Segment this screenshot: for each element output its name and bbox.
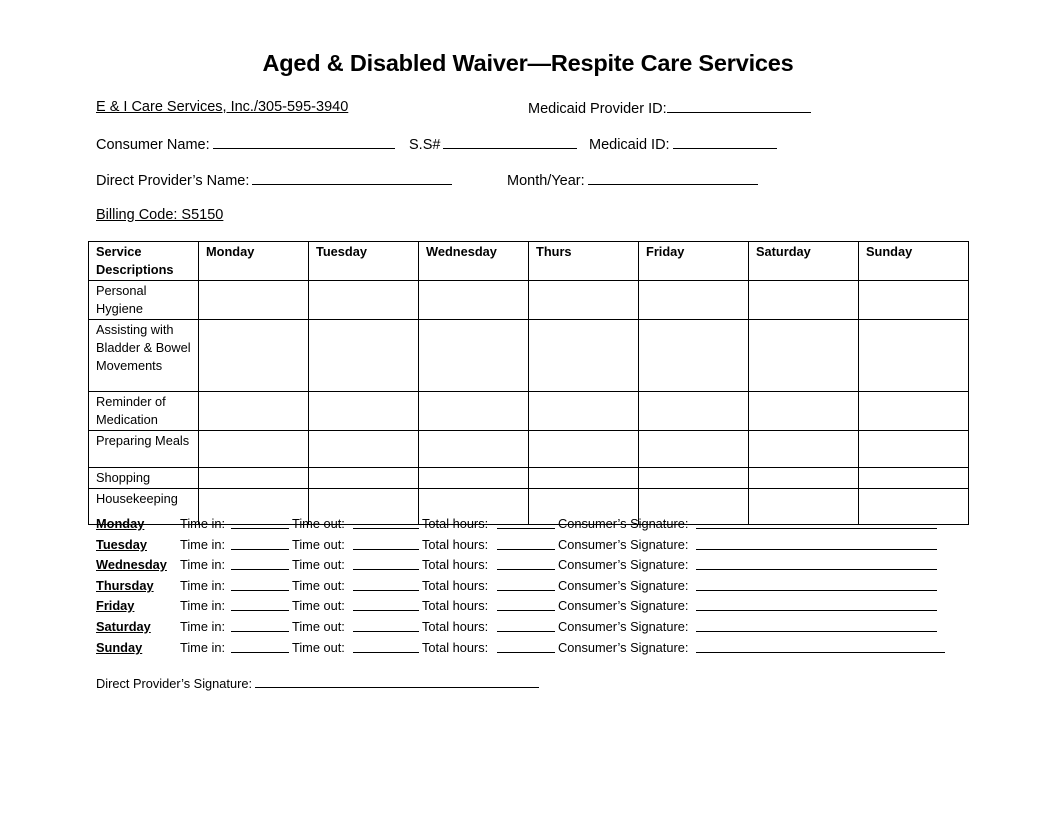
total-hours-field-tuesday[interactable] [497,537,555,550]
consumer-signature-label: Consumer’s Signature: [558,557,689,572]
total-hours-label: Total hours: [422,598,489,613]
total-hours-label: Total hours: [422,537,489,552]
cell-shopping-wednesday[interactable] [419,468,529,489]
cell-bladder-bowel-friday[interactable] [639,320,749,392]
total-hours-label: Total hours: [422,557,489,572]
time-out-field-tuesday[interactable] [353,537,419,550]
consumer-signature-label: Consumer’s Signature: [558,516,689,531]
consumer-signature-field-sunday[interactable] [696,640,945,653]
total-hours-field-friday[interactable] [497,598,555,611]
month-year-field[interactable] [588,171,758,185]
header-monday: Monday [199,242,309,281]
time-out-label: Time out: [292,557,345,572]
cell-shopping-thursday[interactable] [529,468,639,489]
total-hours-field-sunday[interactable] [497,640,555,653]
medicaid-id-field[interactable] [673,135,777,149]
time-in-field-tuesday[interactable] [231,537,289,550]
consumer-signature-label: Consumer’s Signature: [558,578,689,593]
time-out-field-friday[interactable] [353,598,419,611]
table-row [89,320,969,392]
cell-personal-hygiene-friday[interactable] [639,281,749,320]
direct-provider-signature-label: Direct Provider’s Signature: [96,676,252,691]
time-in-field-friday[interactable] [231,598,289,611]
consumer-signature-field-tuesday[interactable] [696,537,937,550]
consumer-signature-label: Consumer’s Signature: [558,598,689,613]
header-thursday: Thurs [529,242,639,281]
time-in-field-wednesday[interactable] [231,557,289,570]
cell-bladder-bowel-thursday[interactable] [529,320,639,392]
consumer-signature-label: Consumer’s Signature: [558,619,689,634]
cell-personal-hygiene-sunday[interactable] [859,281,969,320]
company-info: E & I Care Services, Inc./305-595-3940 [96,99,349,115]
time-out-field-sunday[interactable] [353,640,419,653]
medicaid-id-row [589,135,777,153]
time-in-label: Time in: [180,640,226,655]
time-out-label: Time out: [292,640,345,655]
cell-medication-friday[interactable] [639,392,749,431]
total-hours-label: Total hours: [422,619,489,634]
time-out-field-thursday[interactable] [353,578,419,591]
day-name-tuesday: Tuesday [96,537,147,552]
consumer-name-row [96,135,395,153]
cell-shopping-monday[interactable] [199,468,309,489]
month-year-row [507,171,758,189]
service-housekeeping: Housekeeping [89,489,199,525]
total-hours-field-monday[interactable] [497,516,555,529]
time-out-field-monday[interactable] [353,516,419,529]
header-wednesday: Wednesday [419,242,529,281]
time-in-label: Time in: [180,619,226,634]
consumer-signature-field-monday[interactable] [696,516,937,529]
direct-provider-name-row [96,171,452,189]
time-in-label: Time in: [180,516,226,531]
cell-meals-sunday[interactable] [859,431,969,468]
cell-bladder-bowel-tuesday[interactable] [309,320,419,392]
header-friday: Friday [639,242,749,281]
direct-provider-signature-field[interactable] [255,675,539,688]
header-saturday: Saturday [749,242,859,281]
consumer-signature-field-wednesday[interactable] [696,557,937,570]
consumer-signature-label: Consumer’s Signature: [558,537,689,552]
total-hours-label: Total hours: [422,516,489,531]
time-out-label: Time out: [292,578,345,593]
time-in-field-monday[interactable] [231,516,289,529]
form-title: Aged & Disabled Waiver—Respite Care Services [262,50,794,76]
header-service-descriptions: Service Descriptions [89,242,199,281]
service-preparing-meals: Preparing Meals [89,431,199,468]
cell-medication-tuesday[interactable] [309,392,419,431]
time-in-field-sunday[interactable] [231,640,289,653]
time-out-label: Time out: [292,537,345,552]
cell-medication-thursday[interactable] [529,392,639,431]
time-in-field-saturday[interactable] [231,619,289,632]
cell-shopping-sunday[interactable] [859,468,969,489]
medicaid-provider-id-field[interactable] [667,99,811,113]
day-name-monday: Monday [96,516,145,531]
service-bladder-bowel: Assisting with Bladder & Bowel Movements [89,320,199,392]
medicaid-provider-id-label: Medicaid Provider ID: [528,101,667,117]
month-year-label: Month/Year: [507,173,585,189]
cell-medication-sunday[interactable] [859,392,969,431]
cell-bladder-bowel-monday[interactable] [199,320,309,392]
cell-meals-friday[interactable] [639,431,749,468]
time-out-field-wednesday[interactable] [353,557,419,570]
ss-label: S.S# [409,137,441,153]
time-out-label: Time out: [292,619,345,634]
cell-meals-wednesday[interactable] [419,431,529,468]
cell-shopping-saturday[interactable] [749,468,859,489]
total-hours-label: Total hours: [422,640,489,655]
day-name-friday: Friday [96,598,135,613]
consumer-name-label: Consumer Name: [96,137,210,153]
consumer-signature-field-saturday[interactable] [696,619,937,632]
cell-personal-hygiene-wednesday[interactable] [419,281,529,320]
time-in-label: Time in: [180,578,226,593]
cell-meals-tuesday[interactable] [309,431,419,468]
service-shopping: Shopping [89,468,199,489]
day-name-sunday: Sunday [96,640,143,655]
table-header-row [89,242,969,281]
time-out-label: Time out: [292,516,345,531]
cell-personal-hygiene-monday[interactable] [199,281,309,320]
service-reminder-medication: Reminder of Medication [89,392,199,431]
service-personal-hygiene: Personal Hygiene [89,281,199,320]
time-in-label: Time in: [180,537,226,552]
medicaid-id-label: Medicaid ID: [589,137,670,153]
consumer-signature-field-friday[interactable] [696,598,937,611]
cell-bladder-bowel-wednesday[interactable] [419,320,529,392]
cell-medication-saturday[interactable] [749,392,859,431]
direct-provider-signature-row [96,675,539,691]
table-row [89,468,969,489]
table-row [89,431,969,468]
cell-shopping-friday[interactable] [639,468,749,489]
time-in-label: Time in: [180,557,226,572]
day-name-thursday: Thursday [96,578,154,593]
header-tuesday: Tuesday [309,242,419,281]
table-row [89,392,969,431]
billing-code: Billing Code: S5150 [96,207,224,223]
time-out-field-saturday[interactable] [353,619,419,632]
cell-personal-hygiene-tuesday[interactable] [309,281,419,320]
cell-personal-hygiene-saturday[interactable] [749,281,859,320]
total-hours-label: Total hours: [422,578,489,593]
time-in-label: Time in: [180,598,226,613]
day-name-wednesday: Wednesday [96,557,167,572]
total-hours-field-wednesday[interactable] [497,557,555,570]
total-hours-field-thursday[interactable] [497,578,555,591]
consumer-name-field[interactable] [213,135,395,149]
table-row [89,281,969,320]
cell-meals-thursday[interactable] [529,431,639,468]
consumer-signature-field-thursday[interactable] [696,578,937,591]
cell-meals-monday[interactable] [199,431,309,468]
medicaid-provider-id-row [528,99,811,117]
service-table [88,241,969,525]
cell-personal-hygiene-thursday[interactable] [529,281,639,320]
time-in-field-thursday[interactable] [231,578,289,591]
direct-provider-name-field[interactable] [252,171,452,185]
cell-medication-monday[interactable] [199,392,309,431]
header-sunday: Sunday [859,242,969,281]
total-hours-field-saturday[interactable] [497,619,555,632]
cell-meals-saturday[interactable] [749,431,859,468]
day-name-saturday: Saturday [96,619,151,634]
cell-shopping-tuesday[interactable] [309,468,419,489]
ss-field[interactable] [443,135,577,149]
time-out-label: Time out: [292,598,345,613]
direct-provider-name-label: Direct Provider’s Name: [96,173,250,189]
ss-row [409,135,577,153]
consumer-signature-label: Consumer’s Signature: [558,640,689,655]
cell-bladder-bowel-saturday[interactable] [749,320,859,392]
cell-bladder-bowel-sunday[interactable] [859,320,969,392]
cell-medication-wednesday[interactable] [419,392,529,431]
